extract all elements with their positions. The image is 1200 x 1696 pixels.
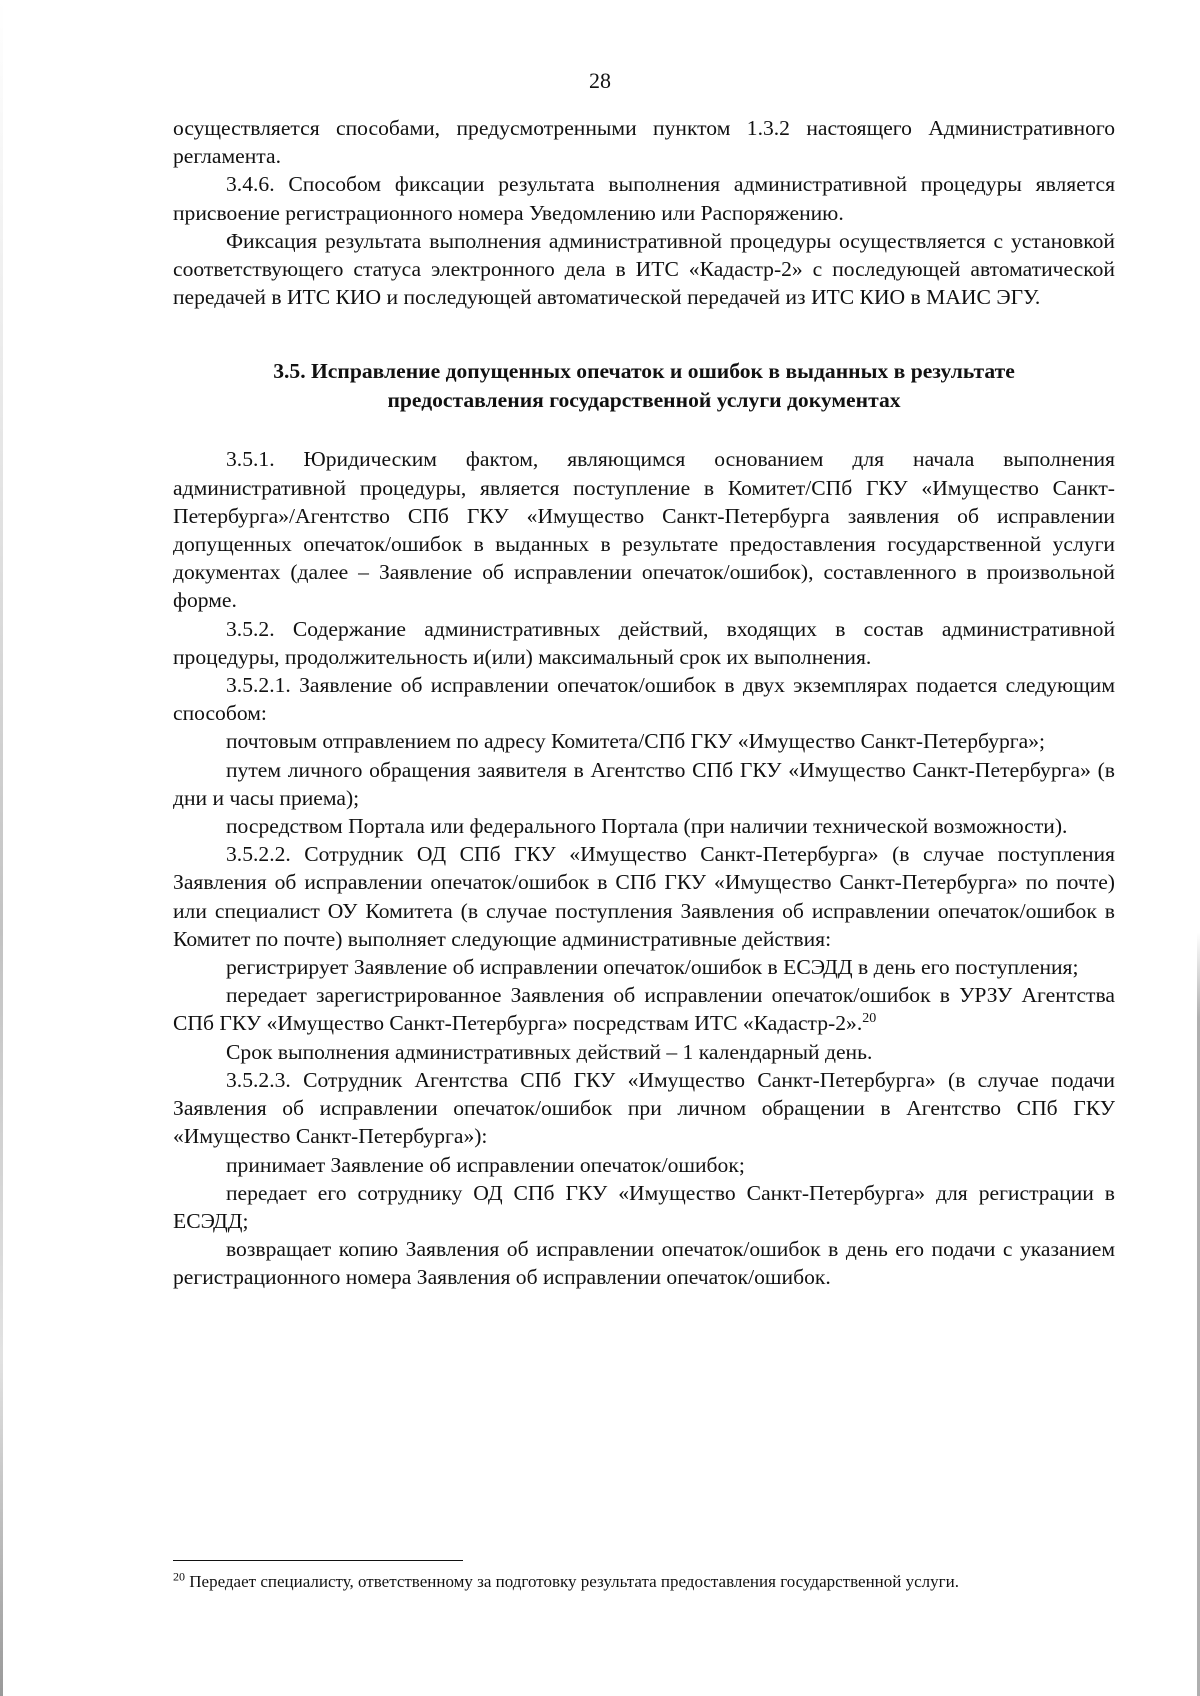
list-item-accept: принимает Заявление об исправлении опечаток/ошибок; (226, 1152, 745, 1177)
footnote (173, 1571, 1115, 1593)
section-heading-3-5: 3.5. Исправление допущенных опечаток и ошибок в выданных в результате предоставления государственной услуги документах (273, 359, 1015, 413)
page-number: 28 (589, 68, 611, 93)
list-item-in-person: путем личного обращения заявителя в Агентство СПб ГКУ «Имущество Санкт-Петербурга» (в дни и часы приема); (173, 757, 1115, 810)
footnote-reference: 20 (862, 1011, 877, 1027)
list-item-portal: посредством Портала или федерального Портала (при наличии технической возможности). (226, 814, 1068, 839)
list-item-return-copy: возвращает копию Заявления об исправлении опечаток/ошибок в день его подачи с указанием регистрационного номера Заявления об исправлении опечаток/ошибок. (173, 1237, 1115, 1290)
list-item-pass-on: передает его сотруднику ОД СПб ГКУ «Имущество Санкт-Петербурга» для регистрации в ЕСЭДД; (173, 1180, 1115, 1233)
footnote-text: Передает специалисту, ответственному за подготовку результата предоставления государственной услуги. (189, 1572, 959, 1591)
list-item-mail: почтовым отправлением по адресу Комитета/СПб ГКУ «Имущество Санкт-Петербурга»; (226, 729, 1046, 754)
paragraph-3-5-2-1: 3.5.2.1. Заявление об исправлении опечаток/ошибок в двух экземплярах подается следующим способом: (173, 673, 1115, 726)
footnote-number: 20 (173, 1569, 185, 1584)
paragraph-deadline: Срок выполнения административных действий – 1 календарный день. (226, 1039, 873, 1064)
scan-edge-left (0, 0, 3, 1696)
paragraph-continuation: осуществляется способами, предусмотренными пунктом 1.3.2 настоящего Административного регламента. (173, 116, 1115, 169)
footnote-divider (173, 1560, 463, 1561)
paragraph-3-5-1: 3.5.1. Юридическим фактом, являющимся основанием для начала выполнения административной процедуры, является поступление в Комитет/СПб ГКУ «Имущество Санкт-Петербурга»/Агентство СПб ГКУ «Имущество Санкт-Петербурга заявления об исправлении допущенных опечаток/ошибок в выданных в результате предоставления государственной услуги документах (далее – Заявление об исправлении опечаток/ошибок), составленного в произвольной форме. (173, 447, 1115, 613)
paragraph-3-5-2-3: 3.5.2.3. Сотрудник Агентства СПб ГКУ «Имущество Санкт-Петербурга» (в случае подачи Заявления об исправлении опечаток/ошибок при личном обращении в Агентство СПб ГКУ «Имущество Санкт-Петербурга»): (173, 1067, 1115, 1149)
paragraph-3-5-2: 3.5.2. Содержание административных действий, входящих в состав административной процедуры, продолжительность и(или) максимальный срок их выполнения. (173, 616, 1115, 669)
document-body (173, 114, 1115, 1292)
paragraph-fixation: Фиксация результата выполнения административной процедуры осуществляется с установкой соответствующего статуса электронного дела в ИТС «Кадастр-2» с последующей автоматической передачей в ИТС КИО и последующей автоматической передачей из ИТС КИО в МАИС ЭГУ. (173, 228, 1115, 310)
list-item-transfer (173, 981, 1115, 1037)
paragraph-3-5-2-2: 3.5.2.2. Сотрудник ОД СПб ГКУ «Имущество Санкт-Петербурга» (в случае поступления Заявления об исправлении опечаток/ошибок в СПб ГКУ «Имущество Санкт-Петербурга» по почте) или специалист ОУ Комитета (в случае поступления Заявления об исправлении опечаток/ошибок в Комитет по почте) выполняет следующие административные действия: (173, 842, 1115, 951)
list-item-register: регистрирует Заявление об исправлении опечаток/ошибок в ЕСЭДД в день его поступления; (226, 955, 1079, 980)
paragraph-3-4-6: 3.4.6. Способом фиксации результата выполнения административной процедуры является присвоение регистрационного номера Уведомлению или Распоряжению. (173, 172, 1115, 225)
list-item-transfer-text: передает зарегистрированное Заявления об исправлении опечаток/ошибок в УРЗУ Агентства СПб ГКУ «Имущество Санкт-Петербурга» посредствам ИТС «Кадастр-2». (173, 983, 1115, 1036)
